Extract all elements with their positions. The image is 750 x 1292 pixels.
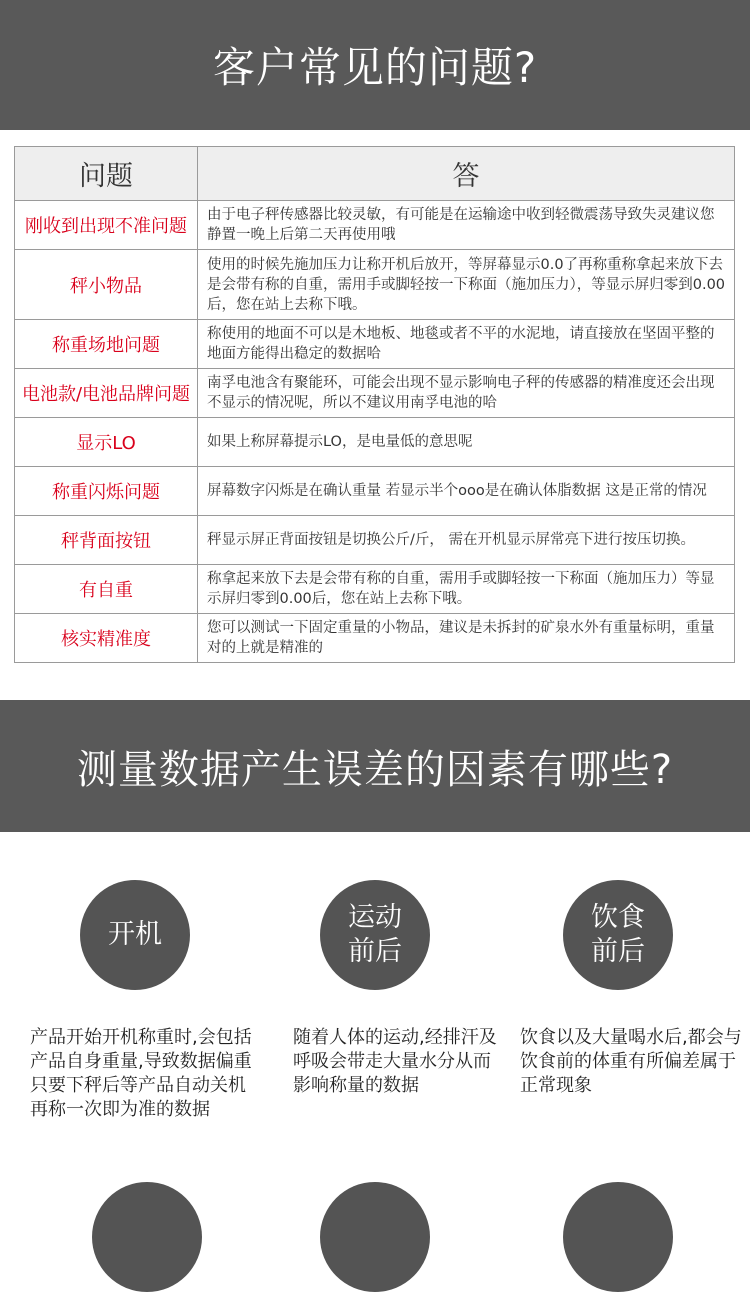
header-question: 问题 (15, 147, 198, 201)
factors-banner (0, 700, 750, 832)
answer-cell: 称拿起来放下去是会带有称的自重，需用手或脚轻按一下称面（施加压力）等显示屏归零到0.00后，您在站上去称下哦。 (198, 565, 735, 614)
factors-title: 测量数据产生误差的因素有哪些? (76, 746, 674, 793)
factor-circle-power-on (80, 880, 190, 990)
table-row (15, 614, 735, 663)
answer-cell: 南孚电池含有聚能环，可能会出现不显示影响电子秤的传感器的精准度还会出现不显示的情况呢，所以不建议用南孚电池的哈 (198, 369, 735, 418)
factor-circle-partial (320, 1182, 430, 1292)
answer-cell: 如果上称屏幕提示LO，是电量低的意思呢 (198, 418, 735, 467)
table-row (15, 565, 735, 614)
factor-label: 饮食 前后 (591, 902, 645, 967)
answer-cell: 由于电子秤传感器比较灵敏，有可能是在运输途中收到轻微震荡导致失灵建议您静置一晚上后第二天再使用哦 (198, 201, 735, 250)
table-row (15, 467, 735, 516)
question-cell: 核实精准度 (15, 614, 198, 663)
header-answer: 答 (198, 147, 735, 201)
answer-cell: 秤显示屏正背面按钮是切换公斤/斤， 需在开机显示屏常亮下进行按压切换。 (198, 516, 735, 565)
question-cell: 秤背面按钮 (15, 516, 198, 565)
factor-description-diet: 饮食以及大量喝水后,都会与饮食前的体重有所偏差属于正常现象 (520, 1027, 742, 1096)
question-cell: 有自重 (15, 565, 198, 614)
factor-circle-partial (563, 1182, 673, 1292)
question-cell: 称重闪烁问题 (15, 467, 198, 516)
answer-cell: 称使用的地面不可以是木地板、地毯或者不平的水泥地，请直接放在坚固平整的地面方能得出稳定的数据哈 (198, 320, 735, 369)
question-cell: 刚收到出现不准问题 (15, 201, 198, 250)
table-header-row (15, 147, 735, 201)
factor-circle-partial (92, 1182, 202, 1292)
faq-banner (0, 0, 750, 130)
question-cell: 显示LO (15, 418, 198, 467)
faq-table (14, 146, 735, 663)
question-cell: 电池款/电池品牌问题 (15, 369, 198, 418)
faq-title: 客户常见的问题? (212, 43, 538, 92)
table-row (15, 320, 735, 369)
answer-cell: 您可以测试一下固定重量的小物品，建议是未拆封的矿泉水外有重量标明，重量对的上就是精准的 (198, 614, 735, 663)
factor-circle-diet (563, 880, 673, 990)
table-row (15, 418, 735, 467)
answer-cell: 屏幕数字闪烁是在确认重量 若显示半个ooo是在确认体脂数据 这是正常的情况 (198, 467, 735, 516)
factor-label: 运动 前后 (348, 902, 402, 967)
factors-section (0, 832, 750, 1200)
factor-circle-exercise (320, 880, 430, 990)
factor-label: 开机 (108, 919, 162, 950)
table-row (15, 369, 735, 418)
factor-description-exercise: 随着人体的运动,经排汗及呼吸会带走大量水分从而影响称量的数据 (293, 1027, 497, 1096)
table-row (15, 516, 735, 565)
question-cell: 称重场地问题 (15, 320, 198, 369)
table-row (15, 250, 735, 320)
question-cell: 秤小物品 (15, 250, 198, 320)
factor-description-power-on: 产品开始开机称重时,会包括产品自身重量,导致数据偏重只要下秤后等产品自动关机再称一次即为准的数据 (30, 1027, 252, 1120)
answer-cell: 使用的时候先施加压力让称开机后放开，等屏幕显示0.0了再称重称拿起来放下去是会带有称的自重，需用手或脚轻按一下称面（施加压力），等显示屏归零到0.00后，您在站上去称下哦。 (198, 250, 735, 320)
table-row (15, 201, 735, 250)
